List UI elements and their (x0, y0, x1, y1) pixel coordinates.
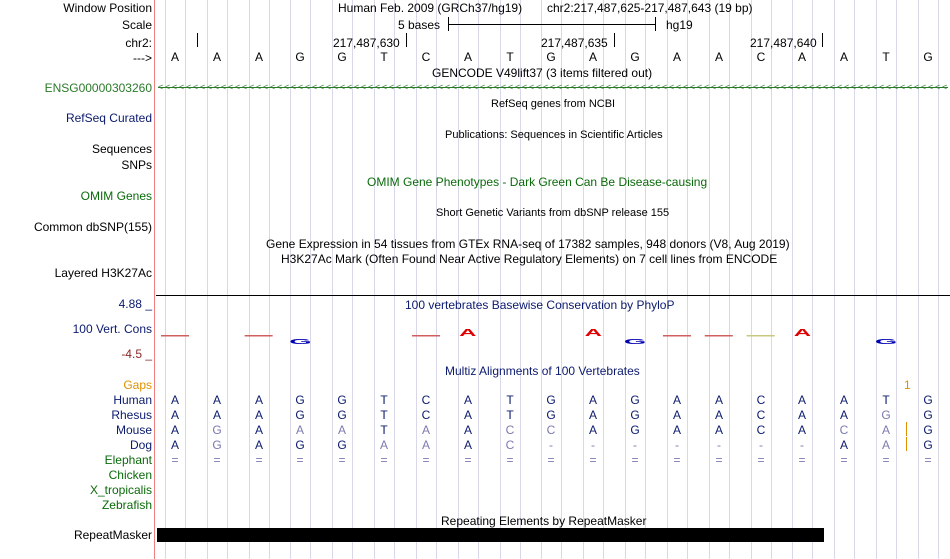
h3k27ac-track-title[interactable]: H3K27Ac Mark (Often Found Near Active Regulatory Elements) on 7 cell lines from ENCODE (281, 252, 778, 266)
alignment-base: = (213, 453, 221, 467)
alignment-base: A (797, 393, 806, 407)
alignment-base: = (422, 453, 430, 467)
omim-label[interactable]: OMIM Genes (80, 189, 152, 203)
label-panel-divider (154, 0, 155, 559)
alignment-base: A (254, 393, 263, 407)
alignment-base: = (296, 453, 304, 467)
strand-chevron: < (767, 82, 773, 92)
alignment-base: A (588, 408, 597, 422)
alignment-base: A (170, 408, 179, 422)
alignment-base: - (717, 438, 721, 452)
sequence-base: G (546, 50, 556, 64)
alignment-base: = (757, 453, 765, 467)
alignment-base: C (421, 408, 431, 422)
phylop-base-glyph: G (874, 337, 898, 345)
sequence-base: A (212, 50, 221, 64)
strand-chevron: < (844, 82, 850, 92)
species-label[interactable]: Human (113, 393, 152, 407)
alignment-base: G (630, 408, 640, 422)
strand-chevron: < (256, 82, 262, 92)
alignment-base: A (797, 408, 806, 422)
alignment-base: T (506, 393, 514, 407)
refseq-label[interactable]: RefSeq Curated (65, 111, 152, 125)
strand-chevron: < (564, 82, 570, 92)
strand-chevron: < (522, 82, 528, 92)
strand-chevron: < (893, 82, 899, 92)
species-label[interactable]: Mouse (115, 423, 152, 437)
sequence-base: A (463, 50, 472, 64)
alignment-base: - (633, 438, 637, 452)
strand-chevron: < (648, 82, 654, 92)
phylop-score-mark (245, 335, 273, 337)
phylop-base-glyph: A (584, 326, 602, 339)
strand-chevron: < (158, 82, 164, 92)
strand-chevron: < (690, 82, 696, 92)
strand-chevron: < (613, 82, 619, 92)
strand-chevron: < (921, 82, 927, 92)
strand-chevron: < (431, 82, 437, 92)
assembly-text: Human Feb. 2009 (GRCh37/hg19) (338, 1, 523, 15)
strand-chevron: < (228, 82, 234, 92)
strand-chevron: < (410, 82, 416, 92)
phylop-score-mark (161, 335, 189, 337)
alignment-base: A (170, 423, 179, 437)
phylop-score-mark (412, 335, 440, 337)
alignment-base: C (421, 393, 431, 407)
strand-chevron: < (284, 82, 290, 92)
alignment-base: A (839, 408, 848, 422)
alignment-base: G (923, 408, 933, 422)
strand-chevron: < (508, 82, 514, 92)
alignment-base: A (212, 408, 221, 422)
strand-chevron: < (515, 82, 521, 92)
strand-chevron: < (375, 82, 381, 92)
alignment-base: G (923, 438, 933, 452)
scale-bar (448, 17, 656, 31)
strand-chevron: < (193, 82, 199, 92)
phylop-base-glyph: A (793, 326, 812, 339)
alignment-base: = (673, 453, 681, 467)
strand-chevron: < (333, 82, 339, 92)
strand-chevron: < (221, 82, 227, 92)
gencode-gene-label[interactable]: ENSG00000303260 (44, 81, 152, 95)
strand-chevron: < (319, 82, 325, 92)
strand-chevron: < (851, 82, 857, 92)
alignment-base: A (672, 423, 681, 437)
alignment-base: - (759, 438, 763, 452)
coord-label-2: 217,487,635 (541, 36, 608, 50)
strand-chevron: < (480, 82, 486, 92)
strand-chevron: < (655, 82, 661, 92)
strand-chevron: < (837, 82, 843, 92)
strand-chevron: < (459, 82, 465, 92)
alignment-base: C (839, 423, 849, 437)
alignment-base: A (672, 393, 681, 407)
alignment-base: A (588, 423, 597, 437)
species-label[interactable]: Chicken (108, 468, 152, 482)
sequence-base: A (170, 50, 179, 64)
strand-chevron: < (746, 82, 752, 92)
strand-chevron: < (599, 82, 605, 92)
strand-chevron: < (809, 82, 815, 92)
strand-chevron: < (683, 82, 689, 92)
alignment-base: A (254, 423, 263, 437)
alignment-base: G (881, 408, 891, 422)
alignment-base: G (546, 408, 556, 422)
strand-chevron: < (634, 82, 640, 92)
scale-label: Scale (121, 18, 152, 32)
position-text[interactable]: chr2:217,487,625-217,487,643 (19 bp) (547, 1, 753, 15)
db-text: hg19 (666, 18, 693, 32)
strand-chevron: < (641, 82, 647, 92)
strand-chevron: < (620, 82, 626, 92)
sequence-base: A (839, 50, 848, 64)
species-label[interactable]: Elephant (104, 453, 152, 467)
phylop-score-mark (747, 335, 775, 337)
alignment-base: G (923, 393, 933, 407)
alignment-base: A (463, 393, 472, 407)
strand-chevron: < (501, 82, 507, 92)
strand-chevron: < (886, 82, 892, 92)
phylop-base-glyph: G (289, 337, 312, 345)
strand-chevron: < (214, 82, 220, 92)
sequence-base: G (337, 50, 347, 64)
alignment-base: = (715, 453, 723, 467)
alignment-base: T (506, 408, 514, 422)
alignment-base: = (338, 453, 346, 467)
species-label[interactable]: X_tropicalis (89, 483, 152, 497)
strand-chevron: < (536, 82, 542, 92)
alignment-base: = (798, 453, 806, 467)
alignment-base: C (505, 423, 515, 437)
alignment-base: C (505, 438, 515, 452)
strand-chevron: < (592, 82, 598, 92)
alignment-base: = (924, 453, 932, 467)
alignment-base: A (588, 393, 597, 407)
alignment-base: A (463, 438, 472, 452)
strand-chevron: < (571, 82, 577, 92)
strand-chevron: < (235, 82, 241, 92)
sequence-base: T (506, 50, 514, 64)
strand-chevron: < (529, 82, 535, 92)
strand-chevron: < (473, 82, 479, 92)
alignment-base: - (800, 438, 804, 452)
snps-label[interactable]: SNPs (121, 158, 152, 172)
strand-chevron: < (669, 82, 675, 92)
strand-chevron: < (200, 82, 206, 92)
gaps-mark: 1 (904, 378, 911, 392)
strand-chevron: < (263, 82, 269, 92)
gtex-track-title[interactable]: Gene Expression in 54 tissues from GTEx RNA-seq of 17382 samples, 948 donors (V8, Aug 2019) (266, 237, 790, 251)
strand-chevron: < (347, 82, 353, 92)
strand-chevron: < (207, 82, 213, 92)
h3k27ac-label[interactable]: Layered H3K27Ac (54, 266, 152, 280)
scale-text: 5 bases (398, 18, 441, 32)
coord-tick (406, 33, 407, 47)
sequence-base: A (672, 50, 681, 64)
strand-chevron: < (711, 82, 717, 92)
alignment-base: G (295, 408, 305, 422)
alignment-base: A (170, 438, 179, 452)
phylop-score-mark (663, 335, 691, 337)
phylop-track-title[interactable]: 100 vertebrates Basewise Conservation by PhyloP (405, 298, 675, 312)
alignment-base: = (380, 453, 388, 467)
window-position-label: Window Position (63, 1, 152, 15)
strand-chevron: < (739, 82, 745, 92)
repeatmasker-label[interactable]: RepeatMasker (73, 528, 152, 542)
gap-insert-mark (906, 437, 907, 451)
alignment-base: A (421, 438, 430, 452)
phylop-label[interactable]: 100 Vert. Cons (72, 322, 152, 336)
species-label[interactable]: Zebrafish (101, 498, 152, 512)
alignment-base: = (631, 453, 639, 467)
alignment-base: C (546, 423, 556, 437)
phylop-conservation-plot (156, 325, 950, 345)
alignment-base: T (380, 393, 388, 407)
alignment-base: = (547, 453, 555, 467)
strand-chevron: < (312, 82, 318, 92)
alignment-base: G (923, 423, 933, 437)
coord-tick (822, 33, 823, 47)
coord-tick (614, 33, 615, 47)
dbsnp-label[interactable]: Common dbSNP(155) (33, 220, 152, 234)
sequence-base: G (923, 50, 933, 64)
alignment-base: A (797, 423, 806, 437)
strand-chevron: < (795, 82, 801, 92)
strand-chevron: < (557, 82, 563, 92)
sequence-base: A (797, 50, 806, 64)
alignment-base: = (589, 453, 597, 467)
alignment-base: A (337, 423, 346, 437)
strand-chevron: < (543, 82, 549, 92)
strand-chevron: < (718, 82, 724, 92)
strand-chevron: < (858, 82, 864, 92)
strand-chevron: < (725, 82, 731, 92)
strand-chevron: < (704, 82, 710, 92)
strand-chevron: < (585, 82, 591, 92)
strand-chevron: < (907, 82, 913, 92)
strand-chevron: < (242, 82, 248, 92)
alignment-base: = (464, 453, 472, 467)
alignment-base: A (881, 438, 890, 452)
alignment-base: A (295, 423, 304, 437)
alignment-base: G (212, 423, 222, 437)
strand-chevron: < (865, 82, 871, 92)
omim-track-title[interactable]: OMIM Gene Phenotypes - Dark Green Can Be Disease-causing (367, 175, 708, 189)
strand-chevron: < (753, 82, 759, 92)
strand-chevron: < (277, 82, 283, 92)
coord-label-1: 217,487,630 (333, 36, 400, 50)
strand-chevron: < (830, 82, 836, 92)
coord-label-3: 217,487,640 (750, 36, 817, 50)
alignment-base: A (170, 393, 179, 407)
alignment-base: A (463, 423, 472, 437)
strand-chevron: < (816, 82, 822, 92)
strand-chevron: < (872, 82, 878, 92)
chr-label: chr2: (125, 36, 152, 50)
strand-chevron: < (172, 82, 178, 92)
strand-chevron: < (417, 82, 423, 92)
strand-chevron: < (396, 82, 402, 92)
strand-chevron: < (900, 82, 906, 92)
refseq-track-title[interactable]: RefSeq genes from NCBI (491, 98, 616, 110)
alignment-base: G (630, 393, 640, 407)
sequence-base: C (421, 50, 431, 64)
alignment-base: C (756, 393, 766, 407)
sequence-base: G (295, 50, 305, 64)
alignment-base: A (463, 408, 472, 422)
phylop-score-mark (705, 335, 733, 337)
alignment-base: G (212, 438, 222, 452)
alignment-base: C (756, 408, 766, 422)
strand-chevron: < (760, 82, 766, 92)
alignment-base: G (295, 438, 305, 452)
strand-chevron: < (291, 82, 297, 92)
alignment-base: G (337, 393, 347, 407)
strand-chevron: < (368, 82, 374, 92)
repeat-element-bar[interactable] (157, 528, 824, 542)
strand-chevron: < (823, 82, 829, 92)
publications-track-title[interactable]: Publications: Sequences in Scientific Articles (445, 129, 663, 141)
strand-chevron: < (662, 82, 668, 92)
sequence-base: T (380, 50, 388, 64)
strand-chevron: < (270, 82, 276, 92)
alignment-base: = (882, 453, 890, 467)
sequence-base: G (630, 50, 640, 64)
strand-chevron: < (606, 82, 612, 92)
strand-chevron: < (354, 82, 360, 92)
strand-chevron: < (361, 82, 367, 92)
alignment-base: - (675, 438, 679, 452)
alignment-base: A (212, 393, 221, 407)
alignment-base: A (839, 438, 848, 452)
strand-chevron: < (732, 82, 738, 92)
sequence-base: A (588, 50, 597, 64)
coord-tick (197, 33, 198, 47)
strand-chevron: < (802, 82, 808, 92)
strand-chevron: < (165, 82, 171, 92)
strand-chevron: < (578, 82, 584, 92)
gap-insert-mark (906, 422, 907, 436)
alignment-base: C (756, 423, 766, 437)
alignment-base: A (379, 438, 388, 452)
strand-chevron: < (298, 82, 304, 92)
phylop-base-glyph: G (623, 337, 647, 345)
sequence-base: A (254, 50, 263, 64)
species-label[interactable]: Dog (129, 438, 152, 452)
alignment-base: A (714, 423, 723, 437)
alignment-base: A (714, 408, 723, 422)
gaps-label: Gaps (123, 378, 152, 392)
strand-chevron: < (935, 82, 941, 92)
alignment-base: A (421, 423, 430, 437)
alignment-base: T (882, 393, 890, 407)
phylop-max-label: 4.88 _ (118, 297, 152, 311)
strand-chevron: < (781, 82, 787, 92)
strand-arrow-label: ---> (133, 51, 152, 65)
strand-chevron: < (438, 82, 444, 92)
strand-chevron: < (179, 82, 185, 92)
strand-chevron: < (487, 82, 493, 92)
strand-chevron: < (788, 82, 794, 92)
strand-chevron: < (928, 82, 934, 92)
sequence-base: T (882, 50, 890, 64)
strand-chevron: < (424, 82, 430, 92)
alignment-base: A (714, 393, 723, 407)
alignment-base: G (337, 408, 347, 422)
strand-chevron: < (326, 82, 332, 92)
strand-chevron: < (452, 82, 458, 92)
strand-chevron: < (403, 82, 409, 92)
strand-chevron: < (305, 82, 311, 92)
alignment-base: G (337, 438, 347, 452)
strand-chevron: < (697, 82, 703, 92)
strand-chevron: < (676, 82, 682, 92)
alignment-base: - (591, 438, 595, 452)
strand-chevron: < (879, 82, 885, 92)
strand-chevron: < (627, 82, 633, 92)
track-separator (156, 295, 950, 296)
strand-chevron: < (466, 82, 472, 92)
alignment-base: A (881, 423, 890, 437)
strand-chevron: < (445, 82, 451, 92)
alignment-base: A (839, 393, 848, 407)
strand-chevron: < (494, 82, 500, 92)
alignment-base: = (840, 453, 848, 467)
strand-chevron: < (382, 82, 388, 92)
alignment-base: = (255, 453, 263, 467)
repeat-track-title[interactable]: Repeating Elements by RepeatMasker (441, 514, 647, 528)
alignment-base: G (295, 393, 305, 407)
strand-chevron: < (389, 82, 395, 92)
species-label[interactable]: Rhesus (111, 408, 152, 422)
alignment-base: A (254, 438, 263, 452)
strand-chevron: < (942, 82, 948, 92)
sequence-base: C (756, 50, 766, 64)
gencode-track-title[interactable]: GENCODE V49lift37 (3 items filtered out) (432, 66, 653, 80)
alignment-base: - (549, 438, 553, 452)
sequences-label[interactable]: Sequences (91, 142, 152, 156)
strand-chevron: < (186, 82, 192, 92)
strand-chevron: < (249, 82, 255, 92)
alignment-base: G (630, 423, 640, 437)
dbsnp-track-title[interactable]: Short Genetic Variants from dbSNP release 155 (436, 207, 670, 219)
strand-chevron: < (550, 82, 556, 92)
multiz-track-title[interactable]: Multiz Alignments of 100 Vertebrates (445, 364, 640, 378)
phylop-min-label: -4.5 _ (121, 347, 152, 361)
alignment-base: = (506, 453, 514, 467)
alignment-base: G (546, 393, 556, 407)
phylop-base-glyph: A (459, 326, 477, 339)
strand-chevron: < (340, 82, 346, 92)
strand-chevron: < (914, 82, 920, 92)
alignment-base: A (254, 408, 263, 422)
alignment-base: T (380, 408, 388, 422)
sequence-base: A (714, 50, 723, 64)
alignment-base: A (672, 408, 681, 422)
alignment-base: = (171, 453, 179, 467)
alignment-base: T (380, 423, 388, 437)
strand-chevron: < (774, 82, 780, 92)
